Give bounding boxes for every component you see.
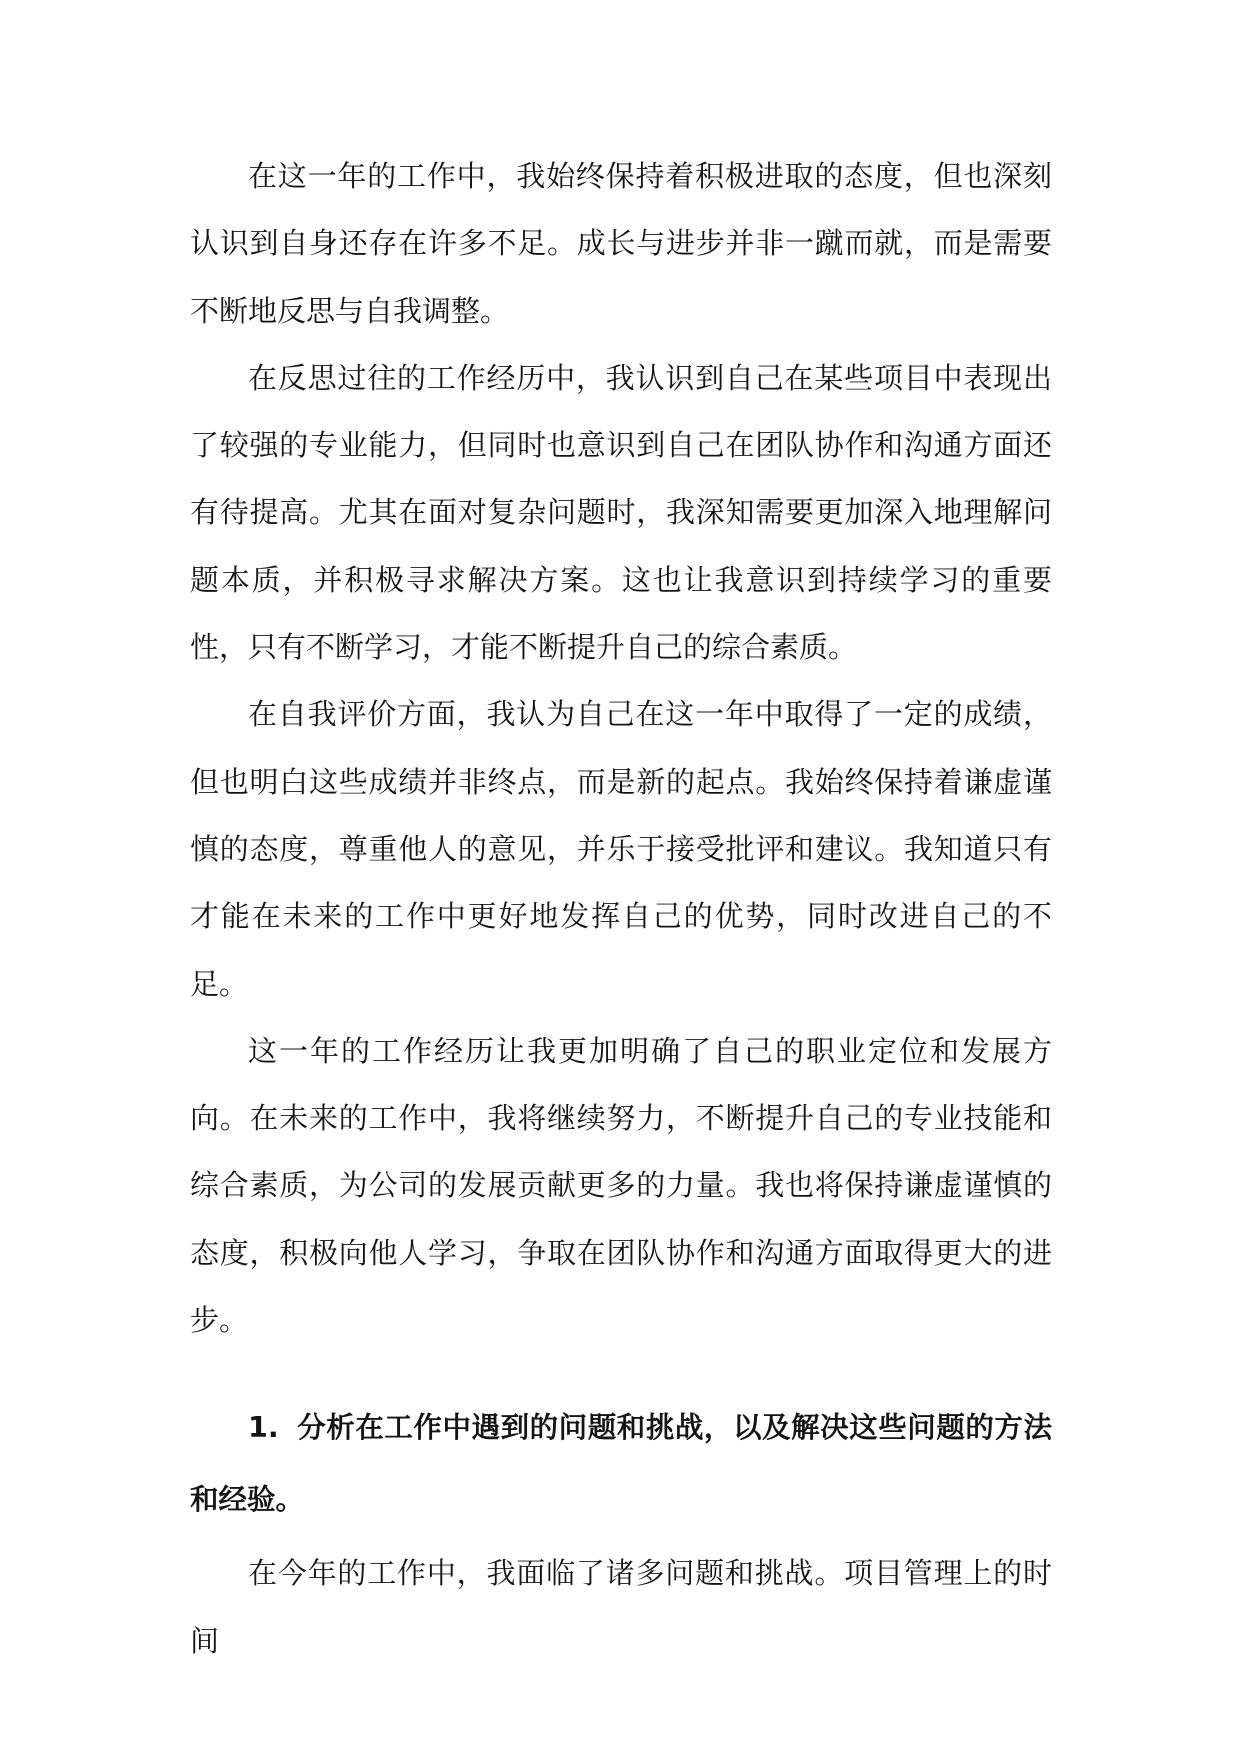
paragraph-career-direction: 这一年的工作经历让我更加明确了自己的职业定位和发展方向。在未来的工作中，我将继续努力，不断提升自己的专业技能和综合素质，为公司的发展贡献更多的力量。我也将保持谦虚谨慎的态度，积极向他人学习，争取在团队协作和沟通方面取得更大的进步。 [190, 1033, 1052, 1338]
paragraph-self-reflection: 在这一年的工作中，我始终保持着积极进取的态度，但也深刻认识到自身还存在许多不足。成长与进步并非一蹴而就，而是需要不断地反思与自我调整。 [190, 159, 1052, 328]
paragraph-self-evaluation: 在自我评价方面，我认为自己在这一年中取得了一定的成绩，但也明白这些成绩并非终点，而是新的起点。我始终保持着谦虚谨慎的态度，尊重他人的意见，并乐于接受批评和建议。我知道只有才能在未来的工作中更好地发挥自己的优势，同时改进自己的不足。 [190, 697, 1052, 1001]
document-body [190, 143, 1052, 1675]
section-heading-text: 分析在工作中遇到的问题和挑战，以及解决这些问题的方法和经验。 [190, 1411, 1052, 1517]
paragraph-challenges: 在今年的工作中，我面临了诸多问题和挑战。项目管理上的时间 [190, 1556, 1052, 1658]
section-number: 1. [248, 1411, 279, 1445]
paragraph-past-experience: 在反思过往的工作经历中，我认识到自己在某些项目中表现出了较强的专业能力，但同时也意识到自己在团队协作和沟通方面还有待提高。尤其在面对复杂问题时，我深知需要更加深入地理解问题本质，并积极寻求解决方案。这也让我意识到持续学习的重要性，只有不断学习，才能不断提升自己的综合素质。 [190, 360, 1052, 665]
section-heading [190, 1392, 1052, 1536]
